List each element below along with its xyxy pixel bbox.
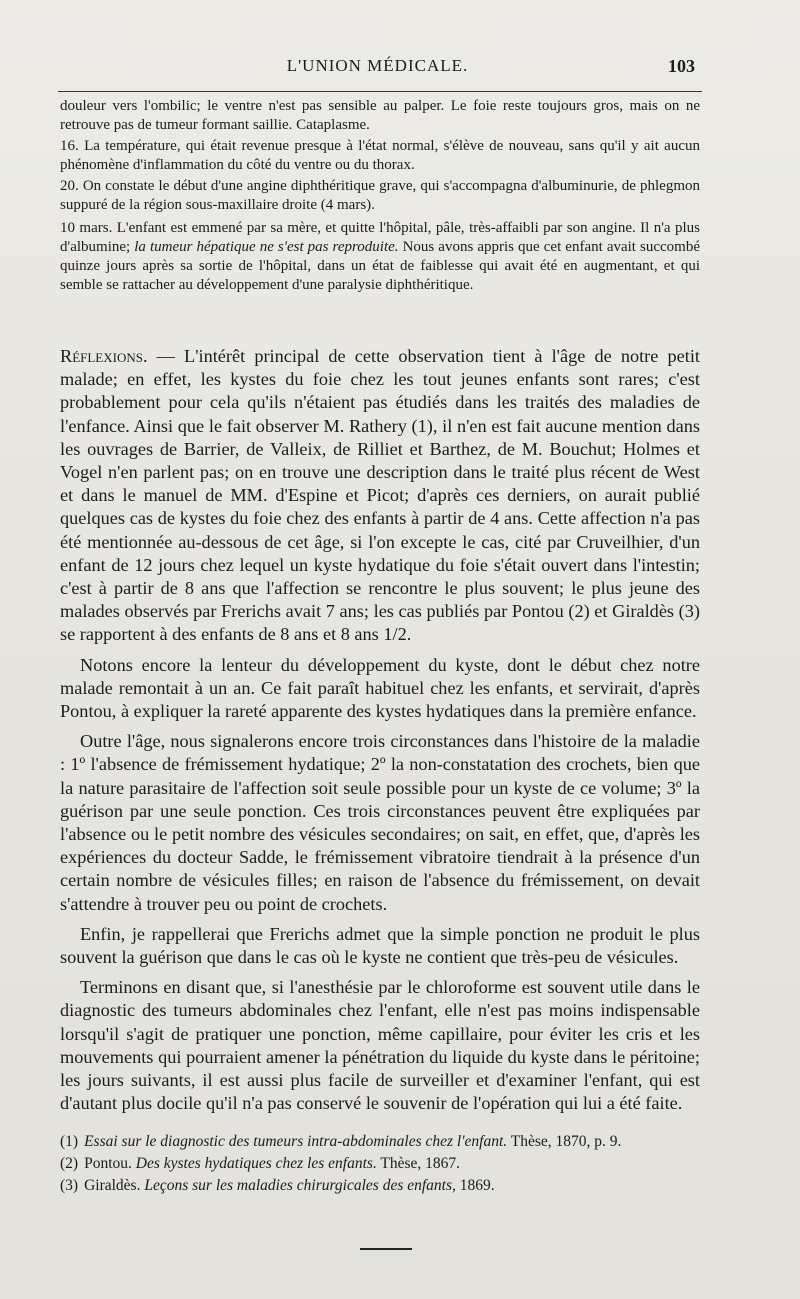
footnote-number: (1) <box>60 1133 79 1150</box>
footnote-detail: Thèse, 1867. <box>376 1155 461 1172</box>
footnote-number: (2) <box>60 1155 79 1172</box>
footnote-author: Pontou. <box>84 1155 136 1172</box>
body-paragraph: Enfin, je rappellerai que Frerichs admet que la simple ponction ne produit le plus souvent la guérison que dans le cas où le kyste ne contient que très-peu de vésicules. <box>60 923 700 968</box>
footnote <box>60 1153 700 1175</box>
discharge-text: 10 mars. L'enfant est emmené par sa mère, et quitte l'hôpital, pâle, très-affaibli par son angine. Il n'a plus d'albumine; <box>60 220 700 255</box>
reflexions-paragraph <box>60 345 700 647</box>
discharge-italic: la tumeur hépatique ne s'est pas reproduite. <box>134 239 399 255</box>
page-header <box>60 56 695 82</box>
footnote-author: Giraldès. <box>84 1177 145 1194</box>
running-head: L'UNION MÉDICALE. <box>286 56 469 75</box>
discharge-text-end: Nous avons appris que cet enfant avait succombé quinze jours après sa sortie de l'hôpital, dans un état de faiblesse qui avait été en augmentant, et qui semble se rattacher au développement d'une paralysie diphthéritique. <box>60 239 700 293</box>
reflexions-label: Réflexions. <box>60 346 148 366</box>
case-note-continuation: douleur vers l'ombilic; le ventre n'est pas sensible au palper. Le foie reste toujours gros, mais on ne retrouve pas de tumeur formant saillie. Cataplasme. <box>60 98 700 133</box>
body-paragraph: Notons encore la lenteur du développement du kyste, dont le début chez notre malade remontait à un an. Ce fait paraît habituel chez les enfants, et servirait, d'après Pontou, à expliquer la rareté apparente des kystes hydatiques dans la première enfance. <box>60 654 700 722</box>
body-paragraph: Outre l'âge, nous signalerons encore trois circonstances dans l'histoire de la maladie : 1º l'absence de frémissement hydatique; 2º la non-constatation des crochets, bien que la nature parasitaire de l'affection soit seule possible pour un kyste de ce volume; 3º la guérison par une seule ponction. Ces trois circonstances peuvent être expliquées par l'absence ou le petit nombre des vésicules secondaires; on sait, en effet, que, d'après les expériences du docteur Sadde, le frémissement vibratoire tiendrait à la présence d'un certain nombre de vésicules filles; en raison de l'absence du frémissement, on devait s'attendre à trouver peu ou point de crochets. <box>60 731 700 914</box>
case-note-discharge <box>60 219 700 295</box>
footnote-detail: 1869. <box>455 1177 495 1194</box>
body-text <box>60 345 700 1123</box>
case-note-entry: 20. On constate le début d'une angine diphthéritique grave, qui s'accompagna d'albuminurie, de phlegmon suppuré de la région sous-maxillaire droite (4 mars). <box>60 178 700 213</box>
reflexions-text: — L'intérêt principal de cette observation tient à l'âge de notre petit malade; en effet, les kystes du foie chez les tout jeunes enfants sont rares; c'est probablement pour cela qu'ils n'étaient pas étudiés dans les traités des maladies de l'enfance. Ainsi que le fait observer M. Rathery (1), il n'en est fait aucune mention dans les ouvrages de Barrier, de Valleix, de Rilliet et Barthez, de M. Bouchut; Holmes et Vogel n'en parlent pas; on en trouve une description dans le traité plus récent de West et dans le manuel de MM. d'Espine et Picot; d'après ces derniers, on aurait publié quelques cas de kystes du foie chez des enfants à partir de 4 ans. Cette affection n'a pas été mentionnée au-dessous de cet âge, si l'on excepte le cas, cité par Cruveilhier, d'un enfant de 12 jours chez lequel un kyste hydatique du foie s'était ouvert dans l'intestin; c'est à partir de 8 ans que l'affection se rencontre le plus souvent; le plus jeune des malades observés par Frerichs avait 7 ans; les cas publiés par Pontou (2) et Giraldès (3) se rapportent à des enfants de 8 ans et 8 ans 1/2. <box>60 346 700 645</box>
footnote <box>60 1175 700 1197</box>
header-rule <box>58 91 702 92</box>
case-notes <box>60 97 700 297</box>
case-note-entry: 16. La température, qui était revenue presque à l'état normal, s'élève de nouveau, sans qu'il y ait aucun phénomène d'inflammation du côté du ventre ou du thorax. <box>60 138 700 173</box>
footnote-number: (3) <box>60 1177 79 1194</box>
footnotes <box>60 1131 700 1197</box>
footnote-detail: Thèse, 1870, p. 9. <box>507 1133 622 1150</box>
page-number: 103 <box>668 56 695 76</box>
footnote <box>60 1131 700 1153</box>
footnote-title: Essai sur le diagnostic des tumeurs intra-abdominales chez l'enfant. <box>84 1133 508 1150</box>
footnote-title: Des kystes hydatiques chez les enfants. <box>135 1155 377 1172</box>
body-paragraph: Terminons en disant que, si l'anesthésie par le chloroforme est souvent utile dans le diagnostic des tumeurs abdominales chez l'enfant, elle n'est pas moins indispensable lorsqu'il s'agit de pratiquer une ponction, même capillaire, pour éviter les cris et les mouvements qui pourraient amener la pénétration du liquide du kyste dans le péritoine; les jours suivants, il est aussi plus facile de surveiller et d'examiner l'enfant, qui est d'autant plus docile qu'il n'a pas conservé le souvenir de l'opération qui lui a été faite. <box>60 977 700 1114</box>
bottom-rule <box>360 1248 412 1250</box>
footnote-title: Leçons sur les maladies chirurgicales des enfants, <box>144 1177 456 1194</box>
